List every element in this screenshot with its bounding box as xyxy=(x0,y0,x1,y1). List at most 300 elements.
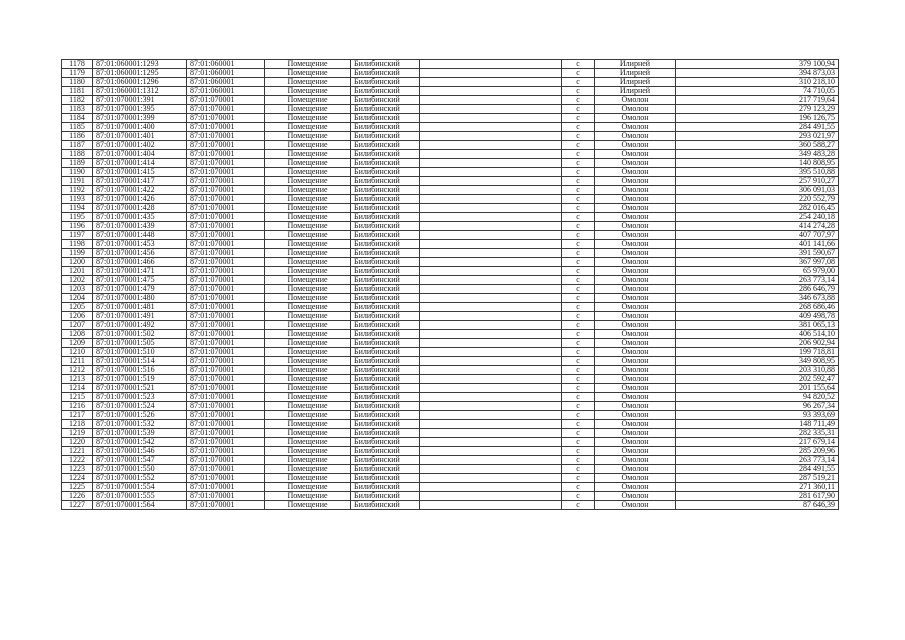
cadastral-number: 87:01:070001:555 xyxy=(93,492,187,501)
table-row xyxy=(62,330,839,339)
object-type: Помещение xyxy=(265,105,351,114)
district: Билибинский xyxy=(351,87,420,96)
row-number: 1195 xyxy=(62,213,93,222)
district: Билибинский xyxy=(351,447,420,456)
empty-cell xyxy=(420,384,562,393)
cadastral-number: 87:01:070001:547 xyxy=(93,456,187,465)
settlement-type: с xyxy=(562,492,595,501)
cadastral-value: 346 673,88 xyxy=(676,294,839,303)
row-number: 1194 xyxy=(62,204,93,213)
table-row xyxy=(62,258,839,267)
cadastral-block: 87:01:070001 xyxy=(187,456,265,465)
empty-cell xyxy=(420,87,562,96)
settlement-type: с xyxy=(562,411,595,420)
row-number: 1179 xyxy=(62,69,93,78)
settlement-type: с xyxy=(562,420,595,429)
district: Билибинский xyxy=(351,348,420,357)
settlement-type: с xyxy=(562,276,595,285)
table-row xyxy=(62,348,839,357)
empty-cell xyxy=(420,177,562,186)
cadastral-block: 87:01:070001 xyxy=(187,222,265,231)
empty-cell xyxy=(420,348,562,357)
cadastral-number: 87:01:070001:456 xyxy=(93,249,187,258)
cadastral-block: 87:01:070001 xyxy=(187,195,265,204)
row-number: 1183 xyxy=(62,105,93,114)
cadastral-value: 94 820,52 xyxy=(676,393,839,402)
district: Билибинский xyxy=(351,339,420,348)
settlement-name: Омолон xyxy=(595,186,676,195)
settlement-type: с xyxy=(562,213,595,222)
cadastral-block: 87:01:070001 xyxy=(187,204,265,213)
row-number: 1187 xyxy=(62,141,93,150)
row-number: 1213 xyxy=(62,375,93,384)
district: Билибинский xyxy=(351,285,420,294)
table-row xyxy=(62,501,839,510)
cadastral-block: 87:01:070001 xyxy=(187,429,265,438)
cadastral-number: 87:01:070001:510 xyxy=(93,348,187,357)
object-type: Помещение xyxy=(265,402,351,411)
table-row xyxy=(62,429,839,438)
cadastral-number: 87:01:070001:542 xyxy=(93,438,187,447)
settlement-type: с xyxy=(562,393,595,402)
district: Билибинский xyxy=(351,294,420,303)
settlement-type: с xyxy=(562,285,595,294)
table-row xyxy=(62,78,839,87)
empty-cell xyxy=(420,456,562,465)
cadastral-number: 87:01:070001:524 xyxy=(93,402,187,411)
empty-cell xyxy=(420,447,562,456)
settlement-type: с xyxy=(562,312,595,321)
settlement-type: с xyxy=(562,456,595,465)
cadastral-number: 87:01:060001:1295 xyxy=(93,69,187,78)
row-number: 1184 xyxy=(62,114,93,123)
empty-cell xyxy=(420,267,562,276)
cadastral-number: 87:01:070001:422 xyxy=(93,186,187,195)
settlement-name: Омолон xyxy=(595,267,676,276)
table-row xyxy=(62,204,839,213)
table-row xyxy=(62,177,839,186)
object-type: Помещение xyxy=(265,159,351,168)
district: Билибинский xyxy=(351,411,420,420)
cadastral-block: 87:01:070001 xyxy=(187,501,265,510)
district: Билибинский xyxy=(351,213,420,222)
row-number: 1210 xyxy=(62,348,93,357)
object-type: Помещение xyxy=(265,267,351,276)
cadastral-number: 87:01:070001:546 xyxy=(93,447,187,456)
cadastral-value: 263 773,14 xyxy=(676,276,839,285)
object-type: Помещение xyxy=(265,384,351,393)
object-type: Помещение xyxy=(265,465,351,474)
cadastral-number: 87:01:070001:479 xyxy=(93,285,187,294)
row-number: 1190 xyxy=(62,168,93,177)
cadastral-number: 87:01:070001:426 xyxy=(93,195,187,204)
empty-cell xyxy=(420,465,562,474)
settlement-type: с xyxy=(562,249,595,258)
empty-cell xyxy=(420,60,562,69)
row-number: 1191 xyxy=(62,177,93,186)
object-type: Помещение xyxy=(265,96,351,105)
cadastral-number: 87:01:070001:519 xyxy=(93,375,187,384)
district: Билибинский xyxy=(351,492,420,501)
object-type: Помещение xyxy=(265,303,351,312)
property-registry-table xyxy=(61,59,839,510)
settlement-name: Омолон xyxy=(595,357,676,366)
cadastral-block: 87:01:070001 xyxy=(187,141,265,150)
empty-cell xyxy=(420,114,562,123)
cadastral-number: 87:01:060001:1293 xyxy=(93,60,187,69)
cadastral-number: 87:01:070001:402 xyxy=(93,141,187,150)
district: Билибинский xyxy=(351,159,420,168)
object-type: Помещение xyxy=(265,285,351,294)
settlement-type: с xyxy=(562,483,595,492)
settlement-type: с xyxy=(562,267,595,276)
table-row xyxy=(62,141,839,150)
cadastral-block: 87:01:070001 xyxy=(187,132,265,141)
settlement-type: с xyxy=(562,96,595,105)
district: Билибинский xyxy=(351,276,420,285)
settlement-name: Илирней xyxy=(595,60,676,69)
settlement-type: с xyxy=(562,60,595,69)
cadastral-number: 87:01:070001:453 xyxy=(93,240,187,249)
object-type: Помещение xyxy=(265,429,351,438)
cadastral-value: 65 979,00 xyxy=(676,267,839,276)
object-type: Помещение xyxy=(265,420,351,429)
table-row xyxy=(62,231,839,240)
empty-cell xyxy=(420,168,562,177)
empty-cell xyxy=(420,69,562,78)
settlement-name: Омолон xyxy=(595,204,676,213)
object-type: Помещение xyxy=(265,240,351,249)
cadastral-value: 367 997,08 xyxy=(676,258,839,267)
cadastral-block: 87:01:070001 xyxy=(187,159,265,168)
cadastral-block: 87:01:070001 xyxy=(187,357,265,366)
row-number: 1196 xyxy=(62,222,93,231)
row-number: 1215 xyxy=(62,393,93,402)
cadastral-value: 271 360,11 xyxy=(676,483,839,492)
row-number: 1211 xyxy=(62,357,93,366)
settlement-name: Омолон xyxy=(595,213,676,222)
cadastral-block: 87:01:060001 xyxy=(187,69,265,78)
row-number: 1182 xyxy=(62,96,93,105)
object-type: Помещение xyxy=(265,447,351,456)
row-number: 1220 xyxy=(62,438,93,447)
cadastral-value: 220 552,79 xyxy=(676,195,839,204)
settlement-name: Илирней xyxy=(595,78,676,87)
cadastral-value: 263 773,14 xyxy=(676,456,839,465)
cadastral-block: 87:01:070001 xyxy=(187,186,265,195)
row-number: 1217 xyxy=(62,411,93,420)
district: Билибинский xyxy=(351,141,420,150)
settlement-name: Омолон xyxy=(595,447,676,456)
empty-cell xyxy=(420,330,562,339)
cadastral-block: 87:01:070001 xyxy=(187,285,265,294)
table-row xyxy=(62,168,839,177)
row-number: 1206 xyxy=(62,312,93,321)
cadastral-number: 87:01:070001:428 xyxy=(93,204,187,213)
cadastral-block: 87:01:070001 xyxy=(187,258,265,267)
cadastral-block: 87:01:070001 xyxy=(187,276,265,285)
empty-cell xyxy=(420,429,562,438)
settlement-type: с xyxy=(562,150,595,159)
table-row xyxy=(62,375,839,384)
cadastral-value: 349 808,95 xyxy=(676,357,839,366)
row-number: 1222 xyxy=(62,456,93,465)
cadastral-number: 87:01:070001:564 xyxy=(93,501,187,510)
empty-cell xyxy=(420,231,562,240)
district: Билибинский xyxy=(351,96,420,105)
object-type: Помещение xyxy=(265,366,351,375)
cadastral-number: 87:01:070001:554 xyxy=(93,483,187,492)
settlement-name: Омолон xyxy=(595,420,676,429)
cadastral-value: 381 065,13 xyxy=(676,321,839,330)
settlement-type: с xyxy=(562,78,595,87)
cadastral-block: 87:01:070001 xyxy=(187,366,265,375)
district: Билибинский xyxy=(351,195,420,204)
empty-cell xyxy=(420,141,562,150)
object-type: Помещение xyxy=(265,213,351,222)
table-row xyxy=(62,483,839,492)
row-number: 1180 xyxy=(62,78,93,87)
row-number: 1202 xyxy=(62,276,93,285)
table-row xyxy=(62,465,839,474)
row-number: 1212 xyxy=(62,366,93,375)
settlement-name: Омолон xyxy=(595,150,676,159)
cadastral-block: 87:01:070001 xyxy=(187,339,265,348)
settlement-name: Омолон xyxy=(595,348,676,357)
empty-cell xyxy=(420,132,562,141)
empty-cell xyxy=(420,492,562,501)
table-row xyxy=(62,213,839,222)
settlement-type: с xyxy=(562,429,595,438)
cadastral-value: 414 274,28 xyxy=(676,222,839,231)
settlement-type: с xyxy=(562,132,595,141)
settlement-name: Омолон xyxy=(595,195,676,204)
settlement-name: Омолон xyxy=(595,429,676,438)
settlement-name: Омолон xyxy=(595,411,676,420)
district: Билибинский xyxy=(351,231,420,240)
row-number: 1185 xyxy=(62,123,93,132)
settlement-name: Омолон xyxy=(595,105,676,114)
settlement-name: Омолон xyxy=(595,303,676,312)
district: Билибинский xyxy=(351,420,420,429)
cadastral-block: 87:01:070001 xyxy=(187,465,265,474)
settlement-name: Омолон xyxy=(595,339,676,348)
cadastral-number: 87:01:070001:435 xyxy=(93,213,187,222)
cadastral-value: 196 126,75 xyxy=(676,114,839,123)
settlement-type: с xyxy=(562,69,595,78)
cadastral-number: 87:01:060001:1312 xyxy=(93,87,187,96)
settlement-type: с xyxy=(562,438,595,447)
table-row xyxy=(62,474,839,483)
settlement-type: с xyxy=(562,123,595,132)
district: Билибинский xyxy=(351,393,420,402)
cadastral-block: 87:01:070001 xyxy=(187,402,265,411)
cadastral-value: 293 021,97 xyxy=(676,132,839,141)
settlement-name: Омолон xyxy=(595,159,676,168)
settlement-name: Омолон xyxy=(595,132,676,141)
cadastral-value: 140 808,95 xyxy=(676,159,839,168)
district: Билибинский xyxy=(351,60,420,69)
district: Билибинский xyxy=(351,204,420,213)
settlement-type: с xyxy=(562,87,595,96)
row-number: 1227 xyxy=(62,501,93,510)
row-number: 1200 xyxy=(62,258,93,267)
object-type: Помещение xyxy=(265,186,351,195)
settlement-name: Омолон xyxy=(595,474,676,483)
settlement-type: с xyxy=(562,168,595,177)
empty-cell xyxy=(420,285,562,294)
table-row xyxy=(62,411,839,420)
table-row xyxy=(62,114,839,123)
district: Билибинский xyxy=(351,321,420,330)
object-type: Помещение xyxy=(265,141,351,150)
empty-cell xyxy=(420,123,562,132)
settlement-type: с xyxy=(562,240,595,249)
cadastral-value: 201 155,64 xyxy=(676,384,839,393)
cadastral-value: 409 498,78 xyxy=(676,312,839,321)
object-type: Помещение xyxy=(265,150,351,159)
cadastral-value: 310 218,10 xyxy=(676,78,839,87)
object-type: Помещение xyxy=(265,357,351,366)
cadastral-block: 87:01:070001 xyxy=(187,438,265,447)
district: Билибинский xyxy=(351,474,420,483)
empty-cell xyxy=(420,195,562,204)
district: Билибинский xyxy=(351,177,420,186)
settlement-type: с xyxy=(562,105,595,114)
settlement-type: с xyxy=(562,501,595,510)
settlement-name: Омолон xyxy=(595,492,676,501)
row-number: 1209 xyxy=(62,339,93,348)
row-number: 1221 xyxy=(62,447,93,456)
object-type: Помещение xyxy=(265,474,351,483)
cadastral-block: 87:01:070001 xyxy=(187,267,265,276)
district: Билибинский xyxy=(351,186,420,195)
row-number: 1178 xyxy=(62,60,93,69)
district: Билибинский xyxy=(351,132,420,141)
cadastral-value: 407 707,97 xyxy=(676,231,839,240)
table-row xyxy=(62,267,839,276)
district: Билибинский xyxy=(351,330,420,339)
empty-cell xyxy=(420,402,562,411)
cadastral-block: 87:01:070001 xyxy=(187,96,265,105)
object-type: Помещение xyxy=(265,114,351,123)
cadastral-block: 87:01:070001 xyxy=(187,249,265,258)
settlement-type: с xyxy=(562,465,595,474)
empty-cell xyxy=(420,249,562,258)
object-type: Помещение xyxy=(265,456,351,465)
district: Билибинский xyxy=(351,78,420,87)
object-type: Помещение xyxy=(265,492,351,501)
cadastral-number: 87:01:070001:401 xyxy=(93,132,187,141)
cadastral-value: 281 617,90 xyxy=(676,492,839,501)
object-type: Помещение xyxy=(265,375,351,384)
row-number: 1198 xyxy=(62,240,93,249)
settlement-type: с xyxy=(562,195,595,204)
cadastral-number: 87:01:070001:480 xyxy=(93,294,187,303)
settlement-type: с xyxy=(562,330,595,339)
district: Билибинский xyxy=(351,357,420,366)
settlement-name: Омолон xyxy=(595,501,676,510)
object-type: Помещение xyxy=(265,294,351,303)
row-number: 1203 xyxy=(62,285,93,294)
cadastral-value: 287 519,21 xyxy=(676,474,839,483)
table-row xyxy=(62,456,839,465)
district: Билибинский xyxy=(351,267,420,276)
empty-cell xyxy=(420,312,562,321)
cadastral-number: 87:01:060001:1296 xyxy=(93,78,187,87)
row-number: 1205 xyxy=(62,303,93,312)
table-row xyxy=(62,69,839,78)
cadastral-value: 286 646,79 xyxy=(676,285,839,294)
cadastral-value: 285 209,96 xyxy=(676,447,839,456)
cadastral-value: 401 141,66 xyxy=(676,240,839,249)
cadastral-number: 87:01:070001:516 xyxy=(93,366,187,375)
cadastral-number: 87:01:070001:466 xyxy=(93,258,187,267)
district: Билибинский xyxy=(351,429,420,438)
row-number: 1204 xyxy=(62,294,93,303)
district: Билибинский xyxy=(351,438,420,447)
cadastral-block: 87:01:070001 xyxy=(187,348,265,357)
district: Билибинский xyxy=(351,150,420,159)
cadastral-block: 87:01:060001 xyxy=(187,78,265,87)
object-type: Помещение xyxy=(265,249,351,258)
empty-cell xyxy=(420,96,562,105)
settlement-type: с xyxy=(562,186,595,195)
district: Билибинский xyxy=(351,240,420,249)
cadastral-number: 87:01:070001:491 xyxy=(93,312,187,321)
row-number: 1226 xyxy=(62,492,93,501)
cadastral-value: 217 679,14 xyxy=(676,438,839,447)
empty-cell xyxy=(420,474,562,483)
cadastral-number: 87:01:070001:521 xyxy=(93,384,187,393)
cadastral-value: 74 710,05 xyxy=(676,87,839,96)
cadastral-block: 87:01:070001 xyxy=(187,114,265,123)
cadastral-value: 268 686,46 xyxy=(676,303,839,312)
cadastral-value: 284 491,55 xyxy=(676,123,839,132)
cadastral-value: 379 100,94 xyxy=(676,60,839,69)
cadastral-block: 87:01:070001 xyxy=(187,105,265,114)
empty-cell xyxy=(420,150,562,159)
cadastral-number: 87:01:070001:492 xyxy=(93,321,187,330)
district: Билибинский xyxy=(351,312,420,321)
settlement-name: Омолон xyxy=(595,465,676,474)
cadastral-value: 199 718,81 xyxy=(676,348,839,357)
object-type: Помещение xyxy=(265,438,351,447)
cadastral-value: 217 719,64 xyxy=(676,96,839,105)
settlement-type: с xyxy=(562,177,595,186)
settlement-type: с xyxy=(562,258,595,267)
settlement-type: с xyxy=(562,114,595,123)
district: Билибинский xyxy=(351,222,420,231)
object-type: Помещение xyxy=(265,321,351,330)
district: Билибинский xyxy=(351,456,420,465)
cadastral-number: 87:01:070001:532 xyxy=(93,420,187,429)
cadastral-value: 257 910,27 xyxy=(676,177,839,186)
table-row xyxy=(62,195,839,204)
cadastral-block: 87:01:070001 xyxy=(187,420,265,429)
district: Билибинский xyxy=(351,384,420,393)
settlement-type: с xyxy=(562,339,595,348)
settlement-name: Омолон xyxy=(595,96,676,105)
object-type: Помещение xyxy=(265,177,351,186)
settlement-name: Омолон xyxy=(595,222,676,231)
table-row xyxy=(62,492,839,501)
empty-cell xyxy=(420,501,562,510)
cadastral-block: 87:01:070001 xyxy=(187,321,265,330)
cadastral-number: 87:01:070001:471 xyxy=(93,267,187,276)
cadastral-value: 202 592,47 xyxy=(676,375,839,384)
cadastral-value: 395 510,88 xyxy=(676,168,839,177)
